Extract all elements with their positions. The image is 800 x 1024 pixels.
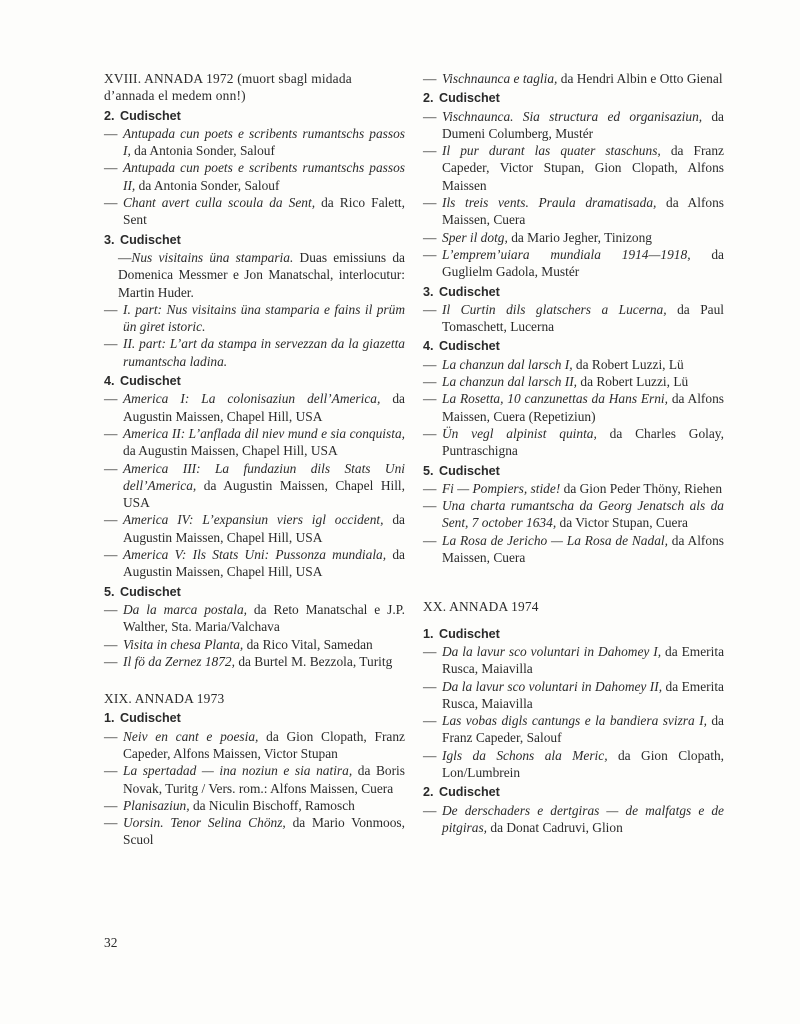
right-column	[423, 70, 724, 836]
dash-marker: —	[104, 636, 118, 652]
cudischet-heading	[423, 338, 724, 355]
dash-marker: —	[423, 301, 437, 317]
program-author: da Alfons Maissen, Cuera	[442, 195, 725, 228]
cudischet-label: Cudischet	[439, 463, 500, 478]
cudischet-heading	[423, 463, 724, 480]
program-entry	[423, 425, 724, 460]
dash-marker: —	[104, 460, 118, 476]
program-author: da Dumeni Columberg, Mustér	[442, 108, 724, 141]
program-entry	[104, 653, 405, 670]
program-title: Ün vegl alpinist quinta,	[442, 425, 597, 441]
program-author: da Antonia Sonder, Salouf	[130, 143, 275, 159]
program-entry	[423, 747, 724, 782]
program-title: Fi — Pompiers, stide!	[442, 480, 561, 496]
program-title: America IV: L’expansiun viers igl occident,	[123, 512, 384, 528]
program-author: da Alfons Maissen, Cuera (Repetiziun)	[442, 391, 724, 424]
program-author: da Boris Novak, Turitg / Vers. rom.: Alfons Maissen, Cuera	[123, 763, 405, 796]
cudischet-heading	[104, 710, 405, 727]
cudischet-number: 4.	[423, 339, 434, 354]
page-number: 32	[104, 935, 118, 950]
dash-marker: —	[423, 678, 437, 694]
program-entry	[423, 70, 724, 87]
program-title: Ils treis vents. Praula dramatisada,	[442, 195, 657, 211]
cudischet-number: 5.	[104, 584, 115, 599]
broadcast-note	[118, 249, 405, 301]
cudischet-number: 3.	[104, 232, 115, 247]
program-entry	[104, 636, 405, 653]
program-author: da Gion Peder Thöny, Riehen	[560, 480, 723, 496]
program-author: da Franz Capeder, Victor Stupan, Gion Clopath, Alfons Maissen	[442, 143, 724, 193]
program-title: America III: La fundaziun dils Stats Uni dell’America,	[123, 460, 405, 493]
program-title: Chant avert culla scoula da Sent,	[123, 195, 316, 211]
dash-marker: —	[423, 229, 437, 245]
program-author: da Rico Vital, Samedan	[243, 636, 373, 652]
program-title: Il fö da Zernez 1872,	[123, 653, 235, 669]
program-entry	[423, 142, 724, 194]
program-author: Duas emissiuns da Domenica Messmer e Jon Manatschal, interlocutur: Martin Huder.	[118, 249, 405, 300]
program-author: da Burtel M. Bezzola, Turitg	[234, 653, 393, 669]
program-title: Uorsin. Tenor Selina Chönz,	[123, 815, 286, 831]
program-entry	[104, 601, 405, 636]
program-author: da Augustin Maissen, Chapel Hill, USA	[123, 391, 405, 424]
program-entry	[104, 335, 405, 370]
program-author: da Donat Cadruvi, Glion	[487, 819, 623, 835]
program-entry	[104, 546, 405, 581]
dash-marker: —	[423, 747, 437, 763]
program-title: Antupada cun poets e scribents rumantschs passos I,	[123, 125, 405, 159]
program-entry	[104, 797, 405, 814]
program-title: Da la marca postala,	[123, 601, 247, 617]
program-author: da Emerita Rusca, Maiavilla	[442, 643, 725, 677]
dash-marker: —	[423, 713, 437, 729]
cudischet-number: 1.	[104, 711, 115, 726]
cudischet-heading	[423, 626, 724, 643]
cudischet-label: Cudischet	[120, 711, 181, 726]
program-entry	[423, 390, 724, 425]
program-entry	[104, 728, 405, 763]
program-entry	[423, 497, 724, 532]
cudischet-heading	[104, 584, 405, 601]
program-title: La Rosa de Jericho — La Rosa de Nadal,	[442, 532, 668, 548]
program-title: America I: La colonisaziun dell’America,	[123, 391, 381, 407]
program-entry	[423, 712, 724, 747]
program-entry	[423, 802, 724, 837]
cudischet-number: 4.	[104, 374, 115, 389]
program-author: da Gion Clopath, Lon/Lumbrein	[442, 747, 724, 780]
program-title: Il Curtin dils glatschers a Lucerna,	[442, 301, 667, 317]
cudischet-heading	[423, 284, 724, 301]
cudischet-label: Cudischet	[120, 584, 181, 599]
program-title: Da la lavur sco voluntari in Dahomey I,	[442, 643, 662, 659]
program-author: da Emerita Rusca, Maiavilla	[442, 678, 724, 711]
left-column	[104, 70, 405, 849]
dash-marker: —	[423, 480, 437, 496]
program-title: Da la lavur sco voluntari in Dahomey II,	[442, 678, 663, 694]
program-title: De derschaders e dertgiras — de malfatgs e de pitgiras,	[442, 802, 724, 835]
program-author: da Mario Jegher, Tinizong	[507, 229, 652, 245]
dash-marker: —	[423, 195, 437, 211]
program-author: da Gion Clopath, Franz Capeder, Alfons Maissen, Victor Stupan	[123, 728, 405, 761]
cudischet-label: Cudischet	[439, 785, 500, 800]
year-heading: XVIII. ANNADA 1972 (muort sbagl midada d’annada el medem onn!)	[104, 71, 352, 104]
program-entry	[104, 301, 405, 336]
program-entry	[104, 125, 405, 160]
program-entry	[423, 356, 724, 373]
program-title: Visita in chesa Planta,	[123, 636, 244, 652]
cudischet-heading	[104, 373, 405, 390]
program-entry	[423, 194, 724, 229]
program-entry	[104, 390, 405, 425]
program-author: da Antonia Sonder, Salouf	[135, 177, 280, 193]
program-title: La chanzun dal larsch I,	[442, 356, 573, 372]
dash-marker: —	[104, 336, 118, 352]
program-entry	[423, 643, 724, 678]
dash-marker: —	[104, 728, 118, 744]
program-entry	[423, 532, 724, 567]
program-title: La Rosetta, 10 canzunettas da Hans Erni,	[442, 391, 668, 407]
program-author: da Franz Capeder, Salouf	[442, 713, 724, 746]
cudischet-label: Cudischet	[439, 626, 500, 641]
program-entry	[104, 762, 405, 797]
dash-marker: —	[423, 71, 437, 86]
program-author: da Niculin Bischoff, Ramosch	[189, 797, 355, 813]
program-author: da Paul Tomaschett, Lucerna	[442, 301, 725, 335]
program-entry	[104, 511, 405, 546]
dash-marker: —	[104, 815, 118, 831]
dash-marker: —	[104, 160, 118, 176]
program-entry	[104, 159, 405, 194]
program-entry	[423, 246, 724, 281]
program-author: da Augustin Maissen, Chapel Hill, USA	[123, 443, 338, 459]
program-author: da Robert Luzzi, Lü	[572, 356, 684, 372]
cudischet-number: 5.	[423, 463, 434, 478]
program-author: da Robert Luzzi, Lü	[577, 374, 689, 390]
cudischet-label: Cudischet	[439, 339, 500, 354]
program-entry	[423, 301, 724, 336]
cudischet-number: 2.	[423, 785, 434, 800]
program-title: L’emprem’uiara mundiala 1914—1918,	[442, 246, 691, 262]
program-author: da Charles Golay, Puntraschigna	[442, 425, 724, 459]
program-title: Una charta rumantscha da Georg Jenatsch als da Sent, 7 october 1634,	[442, 498, 724, 531]
dash-marker: —	[104, 125, 118, 141]
dash-marker: —	[104, 797, 118, 813]
program-title: Nus visitains üna stamparia.	[131, 249, 294, 265]
program-title: La chanzun dal larsch II,	[442, 374, 578, 390]
dash-marker: —	[423, 498, 437, 514]
cudischet-number: 1.	[423, 626, 434, 641]
dash-marker: —	[423, 246, 437, 262]
dash-marker: —	[104, 425, 118, 441]
dash-marker: —	[104, 653, 118, 669]
program-entry	[423, 678, 724, 713]
program-entry	[423, 229, 724, 246]
program-title: America V: Ils Stats Uni: Pussonza mundiala,	[123, 547, 387, 563]
dash-marker: —	[104, 391, 118, 407]
program-author: da Victor Stupan, Cuera	[556, 515, 688, 531]
program-title: Planisaziun,	[123, 797, 190, 813]
cudischet-number: 2.	[104, 108, 115, 123]
program-entry	[104, 814, 405, 849]
cudischet-label: Cudischet	[439, 91, 500, 106]
program-author: da Mario Vonmoos, Scuol	[123, 815, 405, 848]
cudischet-heading	[104, 108, 405, 125]
cudischet-number: 2.	[423, 91, 434, 106]
cudischet-label: Cudischet	[120, 374, 181, 389]
program-entry	[104, 460, 405, 512]
program-author: da Augustin Maissen, Chapel Hill, USA	[123, 547, 405, 580]
program-author: da Rico Falett, Sent	[123, 195, 405, 228]
dash-marker: —	[423, 425, 437, 441]
dash-marker: —	[118, 249, 132, 265]
cudischet-label: Cudischet	[120, 232, 181, 247]
program-title: Vischnaunca. Sia structura ed organisaziun,	[442, 108, 703, 124]
program-title: La spertadad — ina noziun e sia natira,	[123, 763, 353, 779]
dash-marker: —	[104, 512, 118, 528]
program-author: da Reto Manatschal e J.P. Walther, Sta. Maria/Valchava	[123, 601, 405, 635]
cudischet-heading	[423, 90, 724, 107]
program-title: Sper il dotg,	[442, 229, 508, 245]
dash-marker: —	[423, 108, 437, 124]
program-entry	[423, 480, 724, 497]
cudischet-label: Cudischet	[439, 284, 500, 299]
program-author: da Guglielm Gadola, Mustér	[442, 246, 724, 280]
program-entry	[104, 194, 405, 229]
program-entry	[104, 425, 405, 460]
cudischet-number: 3.	[423, 284, 434, 299]
dash-marker: —	[104, 301, 118, 317]
dash-marker: —	[104, 601, 118, 617]
year-heading: XIX. ANNADA 1973	[104, 691, 225, 707]
program-author: da Alfons Maissen, Cuera	[442, 532, 724, 566]
program-title: Il pur durant las quater staschuns,	[442, 143, 661, 159]
dash-marker: —	[423, 374, 437, 390]
program-author: da Hendri Albin e Otto Gienal	[557, 71, 723, 86]
program-title: Neiv en cant e poesia,	[123, 728, 259, 744]
year-heading: XX. ANNADA 1974	[423, 599, 539, 615]
dash-marker: —	[423, 356, 437, 372]
program-title: Igls da Schons ala Meric,	[442, 747, 608, 763]
program-entry	[423, 108, 724, 143]
dash-marker: —	[423, 532, 437, 548]
cudischet-heading	[423, 784, 724, 801]
program-title: Las vobas digls cantungs e la bandiera svizra I,	[442, 713, 707, 729]
program-author: da Augustin Maissen, Chapel Hill, USA	[123, 512, 405, 545]
program-title: II. part: L’art da stampa in servezzan da la giazetta rumantscha ladina.	[123, 336, 405, 369]
dash-marker: —	[104, 547, 118, 563]
cudischet-heading	[104, 232, 405, 249]
program-title: Antupada cun poets e scribents rumantschs passos II,	[123, 160, 405, 193]
program-entry	[423, 373, 724, 390]
dash-marker: —	[104, 763, 118, 779]
dash-marker: —	[423, 391, 437, 407]
program-author: da Augustin Maissen, Chapel Hill, USA	[123, 477, 405, 511]
program-title: America II: L’anflada dil niev mund e sia conquista,	[123, 425, 405, 441]
dash-marker: —	[423, 143, 437, 159]
program-title: I. part: Nus visitains üna stamparia e fains il prüm ün giret istoric.	[123, 301, 405, 335]
dash-marker: —	[423, 643, 437, 659]
program-title: Vischnaunca e taglia,	[442, 71, 558, 86]
cudischet-label: Cudischet	[120, 108, 181, 123]
dash-marker: —	[423, 802, 437, 818]
dash-marker: —	[104, 195, 118, 211]
